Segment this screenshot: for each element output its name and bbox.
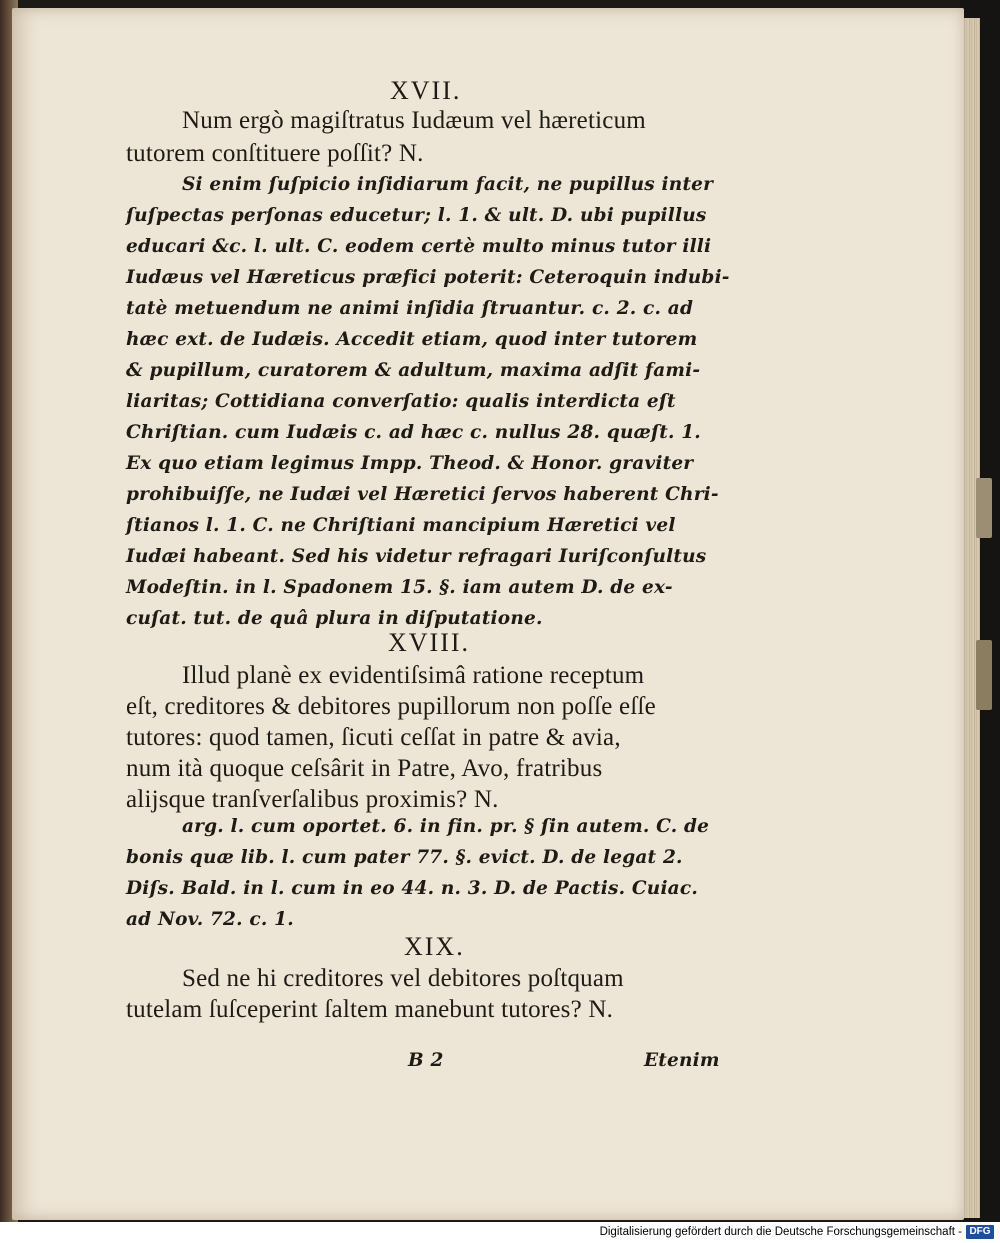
commentary-line: tatè metuendum ne animi inſidia ſtruantur. c. 2. c. ad — [126, 298, 694, 319]
question-line: tutorem conſtituere poſſit? N. — [126, 140, 424, 167]
dfg-logo: DFG — [966, 1225, 994, 1239]
section-heading-xviii: XVIII. — [388, 628, 471, 657]
commentary-line: Diſs. Bald. in l. cum in eo 44. n. 3. D. de Pactis. Cuiac. — [126, 878, 698, 899]
question-line: tutelam ſuſceperint ſaltem manebunt tutores? N. — [126, 996, 614, 1023]
commentary-line: bonis quæ lib. l. cum pater 77. §. evict. D. de legat 2. — [126, 847, 683, 868]
section-heading-xix: XIX. — [404, 932, 465, 961]
question-line: eſt, creditores & debitores pupillorum non poſſe eſſe — [126, 693, 656, 720]
commentary-line: ſuſpectas perſonas educetur; l. 1. & ult. D. ubi pupillus — [126, 205, 707, 226]
attribution-text: Digitalisierung gefördert durch die Deutsche Forschungsgemeinschaft - — [599, 1226, 962, 1238]
commentary-line: & pupillum, curatorem & adultum, maxima adſit fami- — [126, 360, 701, 381]
page-tab — [976, 478, 992, 538]
question-line: num ità quoque ceſsârit in Patre, Avo, fratribus — [126, 755, 603, 782]
catchword: Etenim — [644, 1050, 720, 1071]
commentary-line: educari &c. l. ult. C. eodem certè multo minus tutor illi — [126, 236, 712, 257]
question-line: alijsque tranſverſalibus proximis? N. — [126, 786, 499, 813]
commentary-line: arg. l. cum oportet. 6. in fin. pr. § ſin autem. C. de — [182, 816, 710, 837]
commentary-line: Chriſtian. cum Iudæis c. ad hæc c. nullus 28. quæſt. 1. — [126, 422, 701, 443]
section-heading-xvii: XVII. — [390, 76, 462, 105]
commentary-line: Iudæi habeant. Sed his videtur refragari Iuriſconſultus — [126, 546, 707, 567]
attribution-bar — [0, 1222, 1000, 1243]
question-line: Num ergò magiſtratus Iudæum vel hæreticum — [182, 107, 646, 134]
commentary-line: hæc ext. de Iudæis. Accedit etiam, quod inter tutorem — [126, 329, 698, 350]
commentary-line: Modeſtin. in l. Spadonem 15. §. iam autem D. de ex- — [126, 577, 673, 598]
commentary-line: prohibuiſſe, ne Iudæi vel Hæretici ſervos haberent Chri- — [126, 484, 719, 505]
commentary-line: Iudæus vel Hæreticus præfici poterit: Ceteroquin indubi- — [126, 267, 730, 288]
commentary-line: ad Nov. 72. c. 1. — [126, 909, 294, 930]
commentary-line: cuſat. tut. de quâ plura in diſputatione. — [126, 608, 543, 629]
question-line: Sed ne hi creditores vel debitores poſtquam — [182, 965, 624, 992]
commentary-line: ſtianos l. 1. C. ne Chriſtiani mancipium Hæretici vel — [126, 515, 676, 536]
question-line: tutores: quod tamen, ſicuti ceſſat in patre & avia, — [126, 724, 621, 751]
page-tab — [976, 640, 992, 710]
signature-mark: B 2 — [408, 1050, 444, 1071]
question-line: Illud planè ex evidentiſsimâ ratione receptum — [182, 662, 645, 689]
book-page — [12, 8, 964, 1220]
commentary-line: liaritas; Cottidiana converſatio: qualis interdicta eſt — [126, 391, 676, 412]
commentary-line: Ex quo etiam legimus Impp. Theod. & Honor. graviter — [126, 453, 694, 474]
commentary-line: Si enim ſuſpicio inſidiarum facit, ne pupillus inter — [182, 174, 714, 195]
